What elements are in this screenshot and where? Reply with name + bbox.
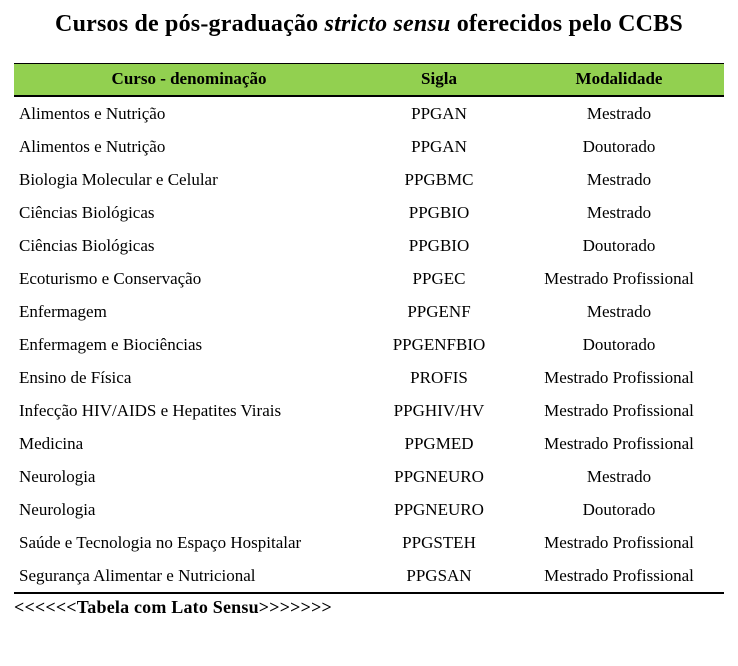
table-row <box>14 229 724 262</box>
sigla-cell: PPGENFBIO <box>392 335 486 354</box>
title-italic-term: stricto sensu <box>324 11 451 37</box>
table-row <box>14 262 724 295</box>
title-suffix: oferecidos pelo CCBS <box>450 11 683 37</box>
table-row <box>14 460 724 493</box>
modalidade-cell: Mestrado <box>586 302 652 321</box>
sigla-cell: PPGENF <box>407 302 471 321</box>
sigla-cell: PPGHIV/HV <box>393 401 485 420</box>
curso-cell: Segurança Alimentar e Nutricional <box>14 559 364 593</box>
sigla-cell: PPGSTEH <box>402 533 476 552</box>
title-prefix: Cursos de pós-graduação <box>55 11 325 37</box>
curso-cell: Enfermagem e Biociências <box>19 335 203 354</box>
header-sigla: Sigla <box>364 64 514 97</box>
sigla-cell: PPGBMC <box>404 170 474 189</box>
header-curso: Curso - denominação <box>14 64 364 97</box>
curso-cell: Enfermagem <box>19 302 107 321</box>
table-row <box>14 427 724 460</box>
table-header <box>14 64 724 97</box>
table-row <box>14 196 724 229</box>
modalidade-cell: Doutorado <box>582 500 656 519</box>
modalidade-cell: Doutorado <box>582 236 656 255</box>
modalidade-cell: Mestrado <box>586 467 652 486</box>
modalidade-cell: Mestrado <box>586 203 652 222</box>
curso-cell: Infecção HIV/AIDS e Hepatites Virais <box>19 401 282 420</box>
sigla-cell: PPGEC <box>412 269 466 288</box>
modalidade-cell: Mestrado Profissional <box>514 559 724 593</box>
sigla-cell: PPGBIO <box>408 236 470 255</box>
modalidade-cell: Mestrado <box>586 170 652 189</box>
curso-cell: Saúde e Tecnologia no Espaço Hospitalar <box>19 533 302 552</box>
table-row <box>14 295 724 328</box>
modalidade-cell: Mestrado Profissional <box>544 269 694 288</box>
sigla-cell: PPGAN <box>411 104 467 123</box>
table-row <box>14 361 724 394</box>
table-row <box>14 163 724 196</box>
curso-cell: Ecoturismo e Conservação <box>19 269 202 288</box>
curso-cell: Ciências Biológicas <box>19 203 155 222</box>
modalidade-cell: Mestrado Profissional <box>544 368 694 387</box>
table-row <box>14 328 724 361</box>
sigla-cell: PPGNEURO <box>394 500 484 519</box>
curso-cell: Medicina <box>19 434 84 453</box>
sigla-cell: PPGSAN <box>364 559 514 593</box>
table-row <box>14 493 724 526</box>
courses-table <box>14 63 724 594</box>
sigla-cell: PPGNEURO <box>394 467 484 486</box>
modalidade-cell: Doutorado <box>582 137 656 156</box>
table-row <box>14 394 724 427</box>
table-row <box>14 130 724 163</box>
curso-cell: Neurologia <box>19 500 96 519</box>
sigla-cell: PPGMED <box>404 434 474 453</box>
curso-cell: Ensino de Física <box>19 368 132 387</box>
modalidade-cell: Doutorado <box>582 335 656 354</box>
table-row <box>14 526 724 559</box>
modalidade-cell: Mestrado Profissional <box>544 401 694 420</box>
footer-note: <<<<<<Tabela com Lato Sensu>>>>>>> <box>14 597 333 617</box>
curso-cell: Neurologia <box>19 467 96 486</box>
curso-cell: Alimentos e Nutrição <box>19 104 166 123</box>
sigla-cell: PPGAN <box>411 137 467 156</box>
sigla-cell: PPGBIO <box>408 203 470 222</box>
curso-cell: Biologia Molecular e Celular <box>19 170 218 189</box>
curso-cell: Alimentos e Nutrição <box>19 137 166 156</box>
header-row <box>14 64 724 97</box>
table-row <box>14 559 724 593</box>
modalidade-cell: Mestrado <box>586 104 652 123</box>
modalidade-cell: Mestrado Profissional <box>544 434 694 453</box>
page-title <box>0 0 738 38</box>
sigla-cell: PROFIS <box>410 368 468 387</box>
table-body <box>14 96 724 593</box>
table-row <box>14 96 724 130</box>
header-modalidade: Modalidade <box>514 64 724 97</box>
curso-cell: Ciências Biológicas <box>19 236 155 255</box>
modalidade-cell: Mestrado Profissional <box>544 533 694 552</box>
